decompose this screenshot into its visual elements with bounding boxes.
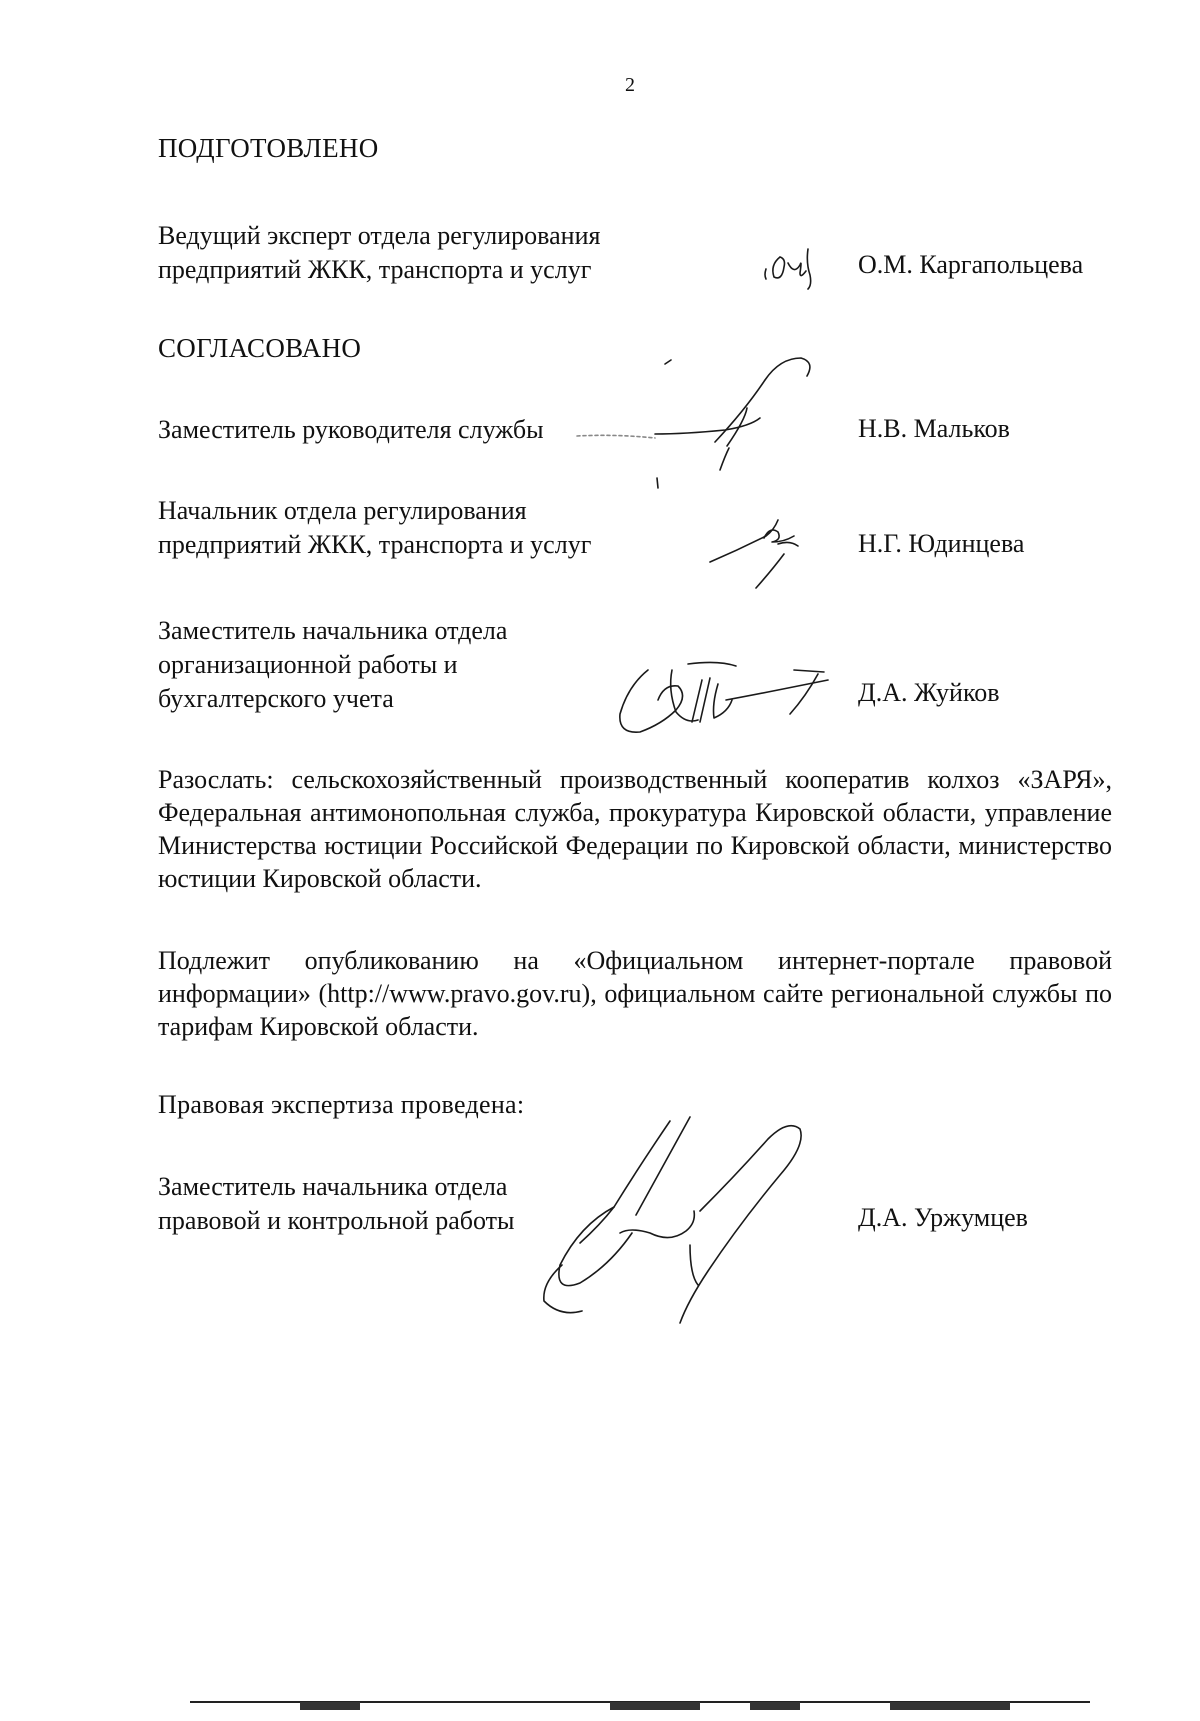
- signature-urzhumtsev: [540, 1115, 860, 1325]
- signatory-role: Начальник отдела регулирования предприятий ЖКК, транспорта и услуг: [158, 496, 592, 559]
- prepared-role: Ведущий эксперт отдела регулирования предприятий ЖКК, транспорта и услуг: [158, 221, 601, 284]
- signature-malkov: [575, 350, 875, 490]
- signatory-name: Н.В. Мальков: [858, 414, 1010, 443]
- agreed-heading: СОГЛАСОВАНО: [158, 333, 362, 363]
- legal-review-heading: Правовая экспертиза проведена:: [158, 1090, 525, 1119]
- signatory-name: Д.А. Жуйков: [858, 678, 1000, 707]
- signatory-role: Заместитель руководителя службы: [158, 415, 544, 444]
- publication-text: Подлежит опубликованию на «Официальном интернет-портале правовой информации» (http://www.pravo.gov.ru), официальном сайте региональной службы по тарифам Кировской области.: [158, 946, 1112, 1041]
- signature-kargapoltseva: [760, 245, 830, 290]
- scan-edge-artifact: [190, 1701, 1090, 1711]
- prepared-name: О.М. Каргапольцева: [858, 250, 1084, 279]
- legal-review-role: Заместитель начальника отдела правовой и контрольной работы: [158, 1172, 515, 1235]
- legal-review-name: Д.А. Уржумцев: [858, 1203, 1028, 1232]
- signatory-role: Заместитель начальника отдела организационной работы и бухгалтерского учета: [158, 616, 508, 713]
- page-number: 2: [625, 74, 635, 96]
- signatory-name: Н.Г. Юдинцева: [858, 529, 1025, 558]
- signature-zhuykov: [618, 660, 858, 740]
- signature-yudintseva: [708, 512, 808, 592]
- distribution-text: Разослать: сельскохозяйственный производственный кооператив колхоз «ЗАРЯ», Федеральная антимонопольная служба, прокуратура Кировской области, управление Министерства юстиции Российской Федерации по Кировской области, министерство юстиции Кировской области.: [158, 765, 1112, 893]
- prepared-heading: ПОДГОТОВЛЕНО: [158, 133, 379, 163]
